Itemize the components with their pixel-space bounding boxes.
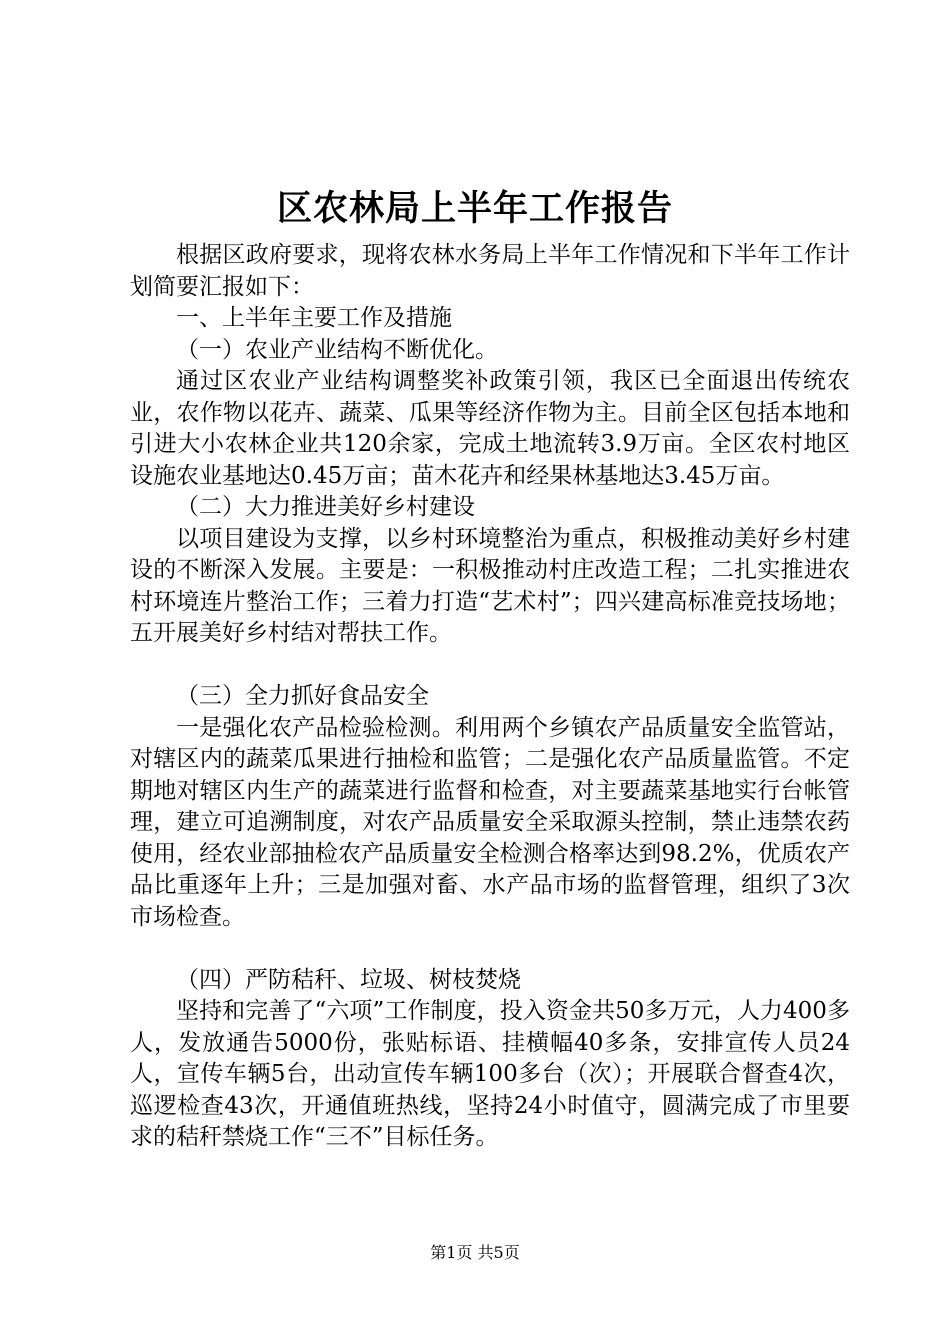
- item-1-heading: （一）农业产业结构不断优化。: [176, 336, 498, 363]
- intro-paragraph: 根据区政府要求，现将农林水务局上半年工作情况和下半年工作计划简要汇报如下：: [130, 242, 850, 300]
- item-2-paragraph: 以项目建设为支撑，以乡村环境整治为重点，积极推动美好乡村建设的不断深入发展。主要是：一积极推动村庄改造工程；二扎实推进农村环境连片整治工作；三着力打造“艺术村”；四兴建高标准竞技场地；五开展美好乡村结对帮扶工作。: [130, 525, 850, 646]
- item-3-heading: （三）全力抓好食品安全: [176, 683, 429, 709]
- page-footer: 第1页 共5页: [430, 1243, 520, 1262]
- document-title: 区农林局上半年工作报告: [276, 188, 673, 229]
- item-4-heading: （四）严防秸秆、垃圾、树枝焚烧: [176, 966, 521, 993]
- item-3-paragraph: 一是强化农产品检验检测。利用两个乡镇农产品质量安全监管站，对辖区内的蔬菜瓜果进行抽检和监管；二是强化农产品质量监管。不定期地对辖区内生产的蔬菜进行监督和检查，对主要蔬菜基地实行台帐管理，建立可追溯制度，对农产品质量安全采取源头控制，禁止违禁农药使用，经农业部抽检农产品质量安全检测合格率达到98.2%，优质农产品比重逐年上升；三是加强对畜、水产品市场的监督管理，组织了3次市场检查。: [130, 714, 850, 930]
- item-4-paragraph: 坚持和完善了“六项”工作制度，投入资金共50多万元，人力400多人，发放通告5000份，张贴标语、挂横幅40多条，安排宣传人员24人，宣传车辆5台，出动宣传车辆100多台（次）；开展联合督查4次，巡逻检查43次，开通值班热线，坚持24小时值守，圆满完成了市里要求的秸秆禁烧工作“三不”目标任务。: [130, 998, 850, 1150]
- section-heading: 一、上半年主要工作及措施: [176, 305, 452, 331]
- document-body: [130, 240, 850, 1154]
- item-1-paragraph: 通过区农业产业结构调整奖补政策引领，我区已全面退出传统农业，农作物以花卉、蔬菜、瓜果等经济作物为主。目前全区包括本地和引进大小农林企业共120余家，完成土地流转3.9万亩。全区农村地区设施农业基地达0.45万亩；苗木花卉和经果林基地达3.45万亩。: [130, 368, 850, 489]
- item-2-heading: （二）大力推进美好乡村建设: [176, 494, 475, 520]
